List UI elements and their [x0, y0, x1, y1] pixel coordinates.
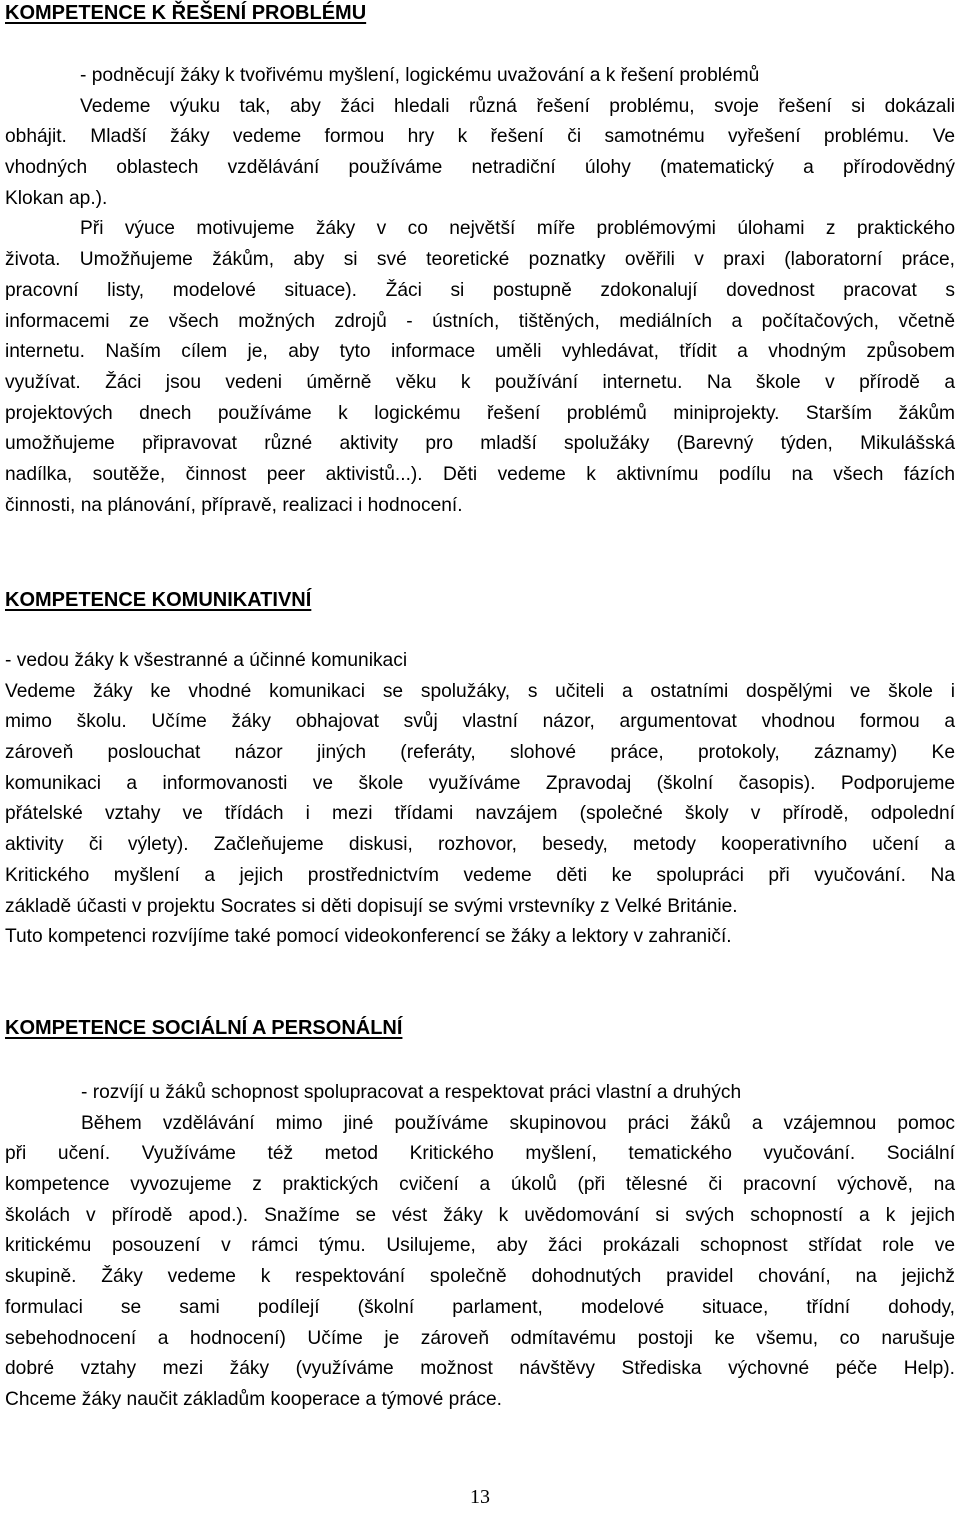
- text-line: internetu. Naším cílem je, aby tyto informace uměli vyhledávat, třídit a vhodným způsobem: [5, 341, 955, 363]
- text-line: Chceme žáky naučit základům kooperace a týmové práce.: [5, 1388, 502, 1410]
- text-line: sebehodnocení a hodnocení) Učíme je zároveň odmítavému postoji ke všemu, co narušuje: [5, 1327, 955, 1349]
- text-line: zároveň poslouchat názor jiných (referáty, slohové práce, protokoly, záznamy) Ke: [5, 742, 955, 764]
- text-line: Tuto kompetenci rozvíjíme také pomocí videokonferencí se žáky a lektory v zahraničí.: [5, 926, 732, 948]
- text-line: Při výuce motivujeme žáky v co největší míře problémovými úlohami z praktického: [80, 218, 955, 240]
- text-line: života. Umožňujeme žákům, aby si své teoretické poznatky ověřili v praxi (laboratorní práce,: [5, 249, 955, 271]
- page-number: 13: [470, 1486, 490, 1508]
- section-body-social-personal: [5, 1078, 955, 1416]
- text-line: základě účasti v projektu Socrates si děti dopisují se svými vrstevníky z Velké Británie.: [5, 895, 738, 917]
- text-line: mimo školu. Učíme žáky obhajovat svůj vlastní názor, argumentovat vhodnou formou a: [5, 711, 955, 733]
- text-line: kompetence vyvozujeme z praktických cvičení a úkolů (při tělesné či pracovní výchově, na: [5, 1174, 955, 1196]
- section-heading-problem-solving: KOMPETENCE K ŘEŠENÍ PROBLÉMU: [5, 2, 367, 24]
- text-line: kritickému posouzení v rámci týmu. Usilujeme, aby žáci prokázali schopnost střídat role ve: [5, 1235, 955, 1257]
- text-line: obhájit. Mladší žáky vedeme formou hry k řešení či samotnému vyřešení problému. Ve: [5, 126, 955, 148]
- text-line: - vedou žáky k všestranné a účinné komunikaci: [5, 650, 408, 671]
- text-line: skupině. Žáky vedeme k respektování společně dohodnutých pravidel chování, na jejichž: [5, 1266, 955, 1288]
- text-line: Během vzdělávání mimo jiné používáme skupinovou práci žáků a vzájemnou pomoc: [81, 1112, 955, 1134]
- text-line: nadílka, soutěže, činnost peer aktivistů...). Děti vedeme k aktivnímu podílu na všech fázích: [5, 463, 955, 485]
- text-line: umožňujeme připravovat různé aktivity pro mladší spolužáky (Barevný týden, Mikulášská: [5, 433, 955, 455]
- text-line: dobré vztahy mezi žáky (využíváme možnost návštěvy Střediska výchovné péče Help).: [5, 1358, 955, 1380]
- text-line: - podněcují žáky k tvořivému myšlení, logickému uvažování a k řešení problémů: [80, 65, 760, 86]
- text-line: - rozvíjí u žáků schopnost spolupracovat a respektovat práci vlastní a druhých: [81, 1082, 742, 1103]
- text-line: projektových dnech používáme k logickému řešení problémů miniprojekty. Starším žákům: [5, 402, 955, 424]
- text-line: při učení. Využíváme též metod Kritického myšlení, tematického vyučování. Sociální: [5, 1143, 955, 1165]
- text-line: pracovní listy, modelové situace). Žáci si postupně zdokonalují dovednost pracovat s: [5, 279, 955, 301]
- text-line: přátelské vztahy ve třídách i mezi třídami navzájem (společné školy v přírodě, odpolední: [5, 803, 955, 825]
- section-body-communication: [5, 646, 955, 953]
- section-heading-social-personal: KOMPETENCE SOCIÁLNÍ A PERSONÁLNÍ: [5, 1017, 403, 1039]
- text-line: Vedeme žáky ke vhodné komunikaci se spolužáky, s učiteli a ostatními dospělými ve škole i: [5, 680, 955, 702]
- section-heading-communication: KOMPETENCE KOMUNIKATIVNÍ: [5, 589, 312, 611]
- text-line: vhodných oblastech vzdělávání používáme netradiční úlohy (matematický a přírodovědný: [5, 157, 955, 179]
- text-line: školách v přírodě apod.). Snažíme se vést žáky k uvědomování si svých schopností a k jejich: [5, 1204, 955, 1226]
- text-line: využívat. Žáci jsou vedeni úměrně věku k používání internetu. Na škole v přírodě a: [5, 371, 955, 393]
- text-line: Kritického myšlení a jejich prostřednictvím vedeme děti ke spolupráci při vyučování. Na: [5, 864, 955, 886]
- text-line: formulaci se sami podílejí (školní parlament, modelové situace, třídní dohody,: [5, 1296, 955, 1318]
- text-line: aktivity či výlety). Začleňujeme diskusi, rozhovor, besedy, metody kooperativního učení a: [5, 834, 955, 856]
- text-line: Vedeme výuku tak, aby žáci hledali různá řešení problému, svoje řešení si dokázali: [80, 95, 955, 117]
- text-line: Klokan ap.).: [5, 187, 108, 209]
- text-line: informacemi ze všech možných zdrojů - ústních, tištěných, mediálních a počítačových, včetně: [5, 310, 955, 332]
- section-body-problem-solving: [5, 61, 955, 521]
- text-line: komunikaci a informovanosti ve škole využíváme Zpravodaj (školní časopis). Podporujeme: [5, 772, 955, 794]
- text-line: činnosti, na plánování, přípravě, realizaci i hodnocení.: [5, 494, 463, 516]
